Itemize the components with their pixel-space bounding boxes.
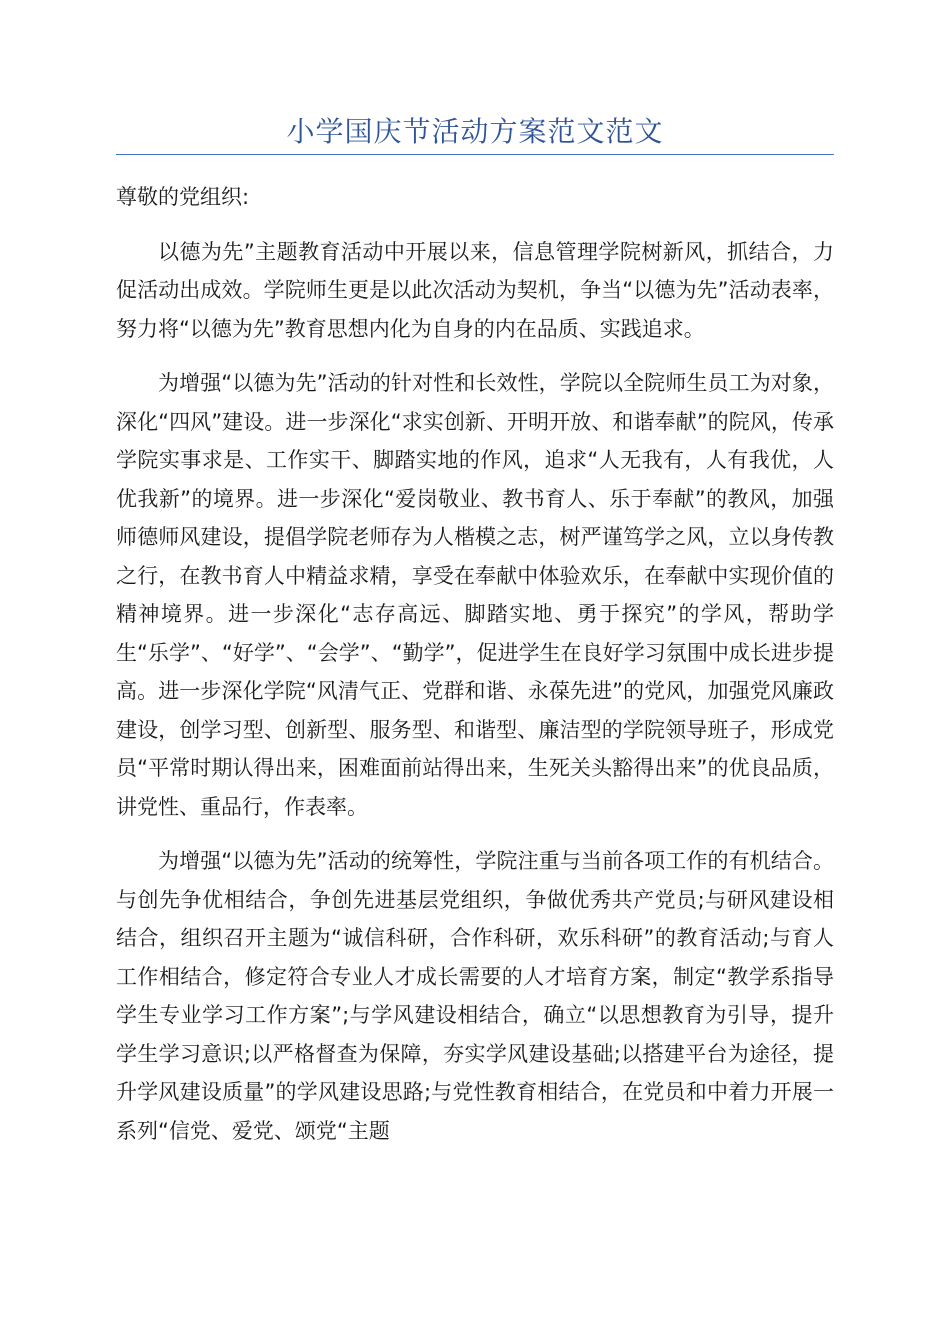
title-underline [116,154,834,155]
paragraph-3: 为增强“以德为先”活动的统筹性，学院注重与当前各项工作的有机结合。与创先争优相结合，争创先进基层党组织，争做优秀共产党员;与研风建设相结合，组织召开主题为“诚信科研，合作科研，欢乐科研”的教育活动;与育人工作相结合，修定符合专业人才成长需要的人才培育方案，制定“教学系指导学生专业学习工作方案”;与学风建设相结合，确立“以思想教育为引导，提升学生学习意识;以严格督查为保障，夯实学风建设基础;以搭建平台为途径，提升学风建设质量”的学风建设思路;与党性教育相结合，在党员和中着力开展一系列“信党、爱党、颂党“主题 [116,849,834,1143]
paragraph-2: 为增强“以德为先”活动的针对性和长效性，学院以全院师生员工为对象，深化“四风”建设。进一步深化“求实创新、开明开放、和谐奉献”的院风，传承学院实事求是、工作实干、脚踏实地的作风，追求“人无我有，人有我优，人优我新”的境界。进一步深化“爱岗敬业、教书育人、乐于奉献”的教风，加强师德师风建设，提倡学院老师存为人楷模之志，树严谨笃学之风，立以身传教之行，在教书育人中精益求精，享受在奉献中体验欢乐，在奉献中实现价值的精神境界。进一步深化“志存高远、脚踏实地、勇于探究”的学风，帮助学生“乐学”、“好学”、“会学”、“勤学”，促进学生在良好学习氛围中成长进步提高。进一步深化学院“风清气正、党群和谐、永葆先进”的党风，加强党风廉政建设，创学习型、创新型、服务型、和谐型、廉洁型的学院领导班子，形成党员“平常时期认得出来，困难面前站得出来，生死关头豁得出来”的优良品质，讲党性、重品行，作表率。 [116,371,834,819]
paragraph-1: 以德为先”主题教育活动中开展以来，信息管理学院树新风，抓结合，力促活动出成效。学院师生更是以此次活动为契机，争当“以德为先”活动表率，努力将“以德为先”教育思想内化为自身的内在品质、实践追求。 [116,239,834,341]
salutation: 尊敬的党组织: [116,185,250,209]
document-body [116,178,834,1166]
document-title: 小学国庆节活动方案范文范文 [286,115,664,148]
